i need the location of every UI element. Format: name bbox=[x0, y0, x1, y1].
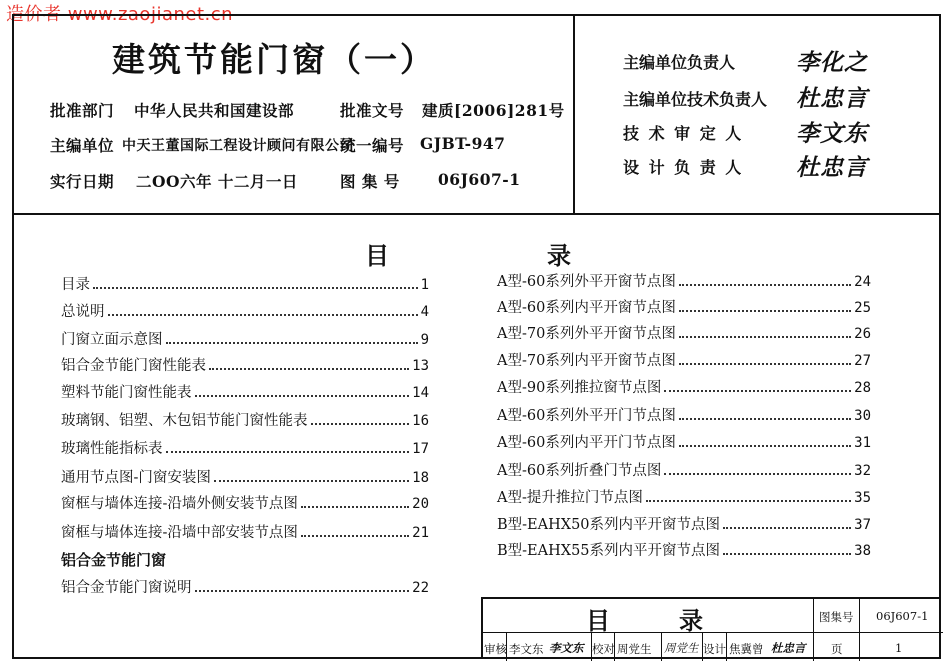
title-block-rule bbox=[661, 633, 662, 661]
check-label: 校对 bbox=[592, 642, 615, 656]
toc-entry[interactable] bbox=[61, 521, 429, 542]
leader-dots bbox=[195, 395, 410, 397]
toc-entry[interactable] bbox=[497, 296, 871, 317]
atlas-number: 06J607-1 bbox=[876, 609, 929, 623]
leader-dots bbox=[108, 314, 418, 316]
toc-entry-page: 1 bbox=[420, 277, 429, 293]
toc-entry-title: A型-60系列内平开窗节点图 bbox=[497, 300, 676, 316]
leader-dots bbox=[679, 418, 851, 420]
title-block-title-left: 目 bbox=[586, 606, 610, 635]
toc-entry-page: 16 bbox=[412, 413, 429, 429]
reviewer-signature: 李文东 bbox=[549, 641, 584, 655]
leader-dots bbox=[311, 423, 410, 425]
signature: 杜忠言 bbox=[796, 85, 868, 112]
design-label: 设计 bbox=[703, 642, 726, 656]
approval-no-value: 建质[2006]281号 bbox=[422, 101, 565, 120]
toc-entry-title: 铝合金节能门窗说明 bbox=[61, 580, 192, 596]
checker-name: 周党生 bbox=[617, 642, 652, 656]
toc-entry-title: 玻璃性能指标表 bbox=[61, 441, 163, 457]
section-title: 铝合金节能门窗 bbox=[61, 551, 167, 569]
leader-dots bbox=[679, 310, 851, 312]
leader-dots bbox=[723, 553, 851, 555]
review-label: 审核 bbox=[484, 642, 507, 656]
leader-dots bbox=[301, 506, 409, 508]
toc-entry[interactable] bbox=[61, 466, 429, 487]
title-block-title-right: 录 bbox=[679, 606, 703, 635]
toc-entry-title: A型-90系列推拉窗节点图 bbox=[497, 380, 662, 396]
toc-entry-title: 铝合金节能门窗性能表 bbox=[61, 358, 206, 374]
leader-dots bbox=[679, 363, 851, 365]
toc-entry[interactable] bbox=[61, 273, 429, 294]
signature: 杜忠言 bbox=[796, 154, 868, 181]
toc-entry-title: 目录 bbox=[61, 277, 90, 293]
toc-entry[interactable] bbox=[497, 431, 871, 452]
toc-entry-title: 通用节点图-门窗安装图 bbox=[61, 470, 211, 486]
toc-entry-title: A型-60系列内平开门节点图 bbox=[497, 435, 676, 451]
designer-name: 焦冀曾 bbox=[729, 642, 764, 656]
atlas-no-label: 图 集 号 bbox=[340, 172, 400, 191]
unified-no-label: 统一编号 bbox=[340, 136, 405, 155]
toc-entry-page: 28 bbox=[854, 380, 871, 396]
toc-heading-right: 录 bbox=[547, 241, 571, 270]
toc-entry[interactable] bbox=[497, 404, 871, 425]
toc-entry-page: 27 bbox=[854, 353, 871, 369]
toc-entry[interactable] bbox=[61, 354, 429, 375]
effective-date-label: 实行日期 bbox=[50, 172, 115, 191]
leader-dots bbox=[679, 284, 851, 286]
toc-entry-page: 26 bbox=[854, 326, 871, 342]
toc-entry[interactable] bbox=[497, 349, 871, 370]
signature: 李化之 bbox=[796, 49, 868, 76]
toc-entry-title: B型-EAHX55系列内平开窗节点图 bbox=[497, 543, 721, 559]
page-label: 页 bbox=[831, 642, 843, 656]
toc-entry-title: 门窗立面示意图 bbox=[61, 332, 163, 348]
toc-entry-title: 塑料节能门窗性能表 bbox=[61, 385, 192, 401]
responsible-role: 主编单位负责人 bbox=[623, 53, 736, 72]
toc-entry-title: A型-提升推拉门节点图 bbox=[497, 490, 643, 506]
checker-signature: 周党生 bbox=[664, 641, 699, 655]
toc-entry[interactable] bbox=[61, 576, 429, 597]
toc-entry-page: 38 bbox=[854, 543, 871, 559]
toc-entry-page: 30 bbox=[854, 408, 871, 424]
leader-dots bbox=[679, 336, 851, 338]
responsible-role: 技 术 审 定 人 bbox=[623, 124, 744, 143]
toc-entry-title: A型-70系列内平开窗节点图 bbox=[497, 353, 676, 369]
unified-no-value: GJBT-947 bbox=[420, 134, 506, 153]
leader-dots bbox=[301, 535, 409, 537]
toc-entry-page: 4 bbox=[420, 304, 429, 320]
toc-entry[interactable] bbox=[61, 300, 429, 321]
toc-entry-page: 32 bbox=[854, 463, 871, 479]
title-block-rule bbox=[813, 599, 814, 661]
leader-dots bbox=[679, 445, 851, 447]
leader-dots bbox=[214, 480, 409, 482]
leader-dots bbox=[664, 390, 851, 392]
toc-entry[interactable] bbox=[61, 437, 429, 458]
leader-dots bbox=[723, 527, 851, 529]
toc-entry-page: 20 bbox=[412, 496, 429, 512]
toc-entry-page: 17 bbox=[412, 441, 429, 457]
leader-dots bbox=[166, 451, 410, 453]
toc-entry-title: A型-60系列折叠门节点图 bbox=[497, 463, 662, 479]
toc-entry-title: A型-60系列外平开门节点图 bbox=[497, 408, 676, 424]
page-number: 1 bbox=[895, 641, 903, 655]
atlas-label: 图集号 bbox=[819, 610, 854, 624]
responsible-role: 设 计 负 责 人 bbox=[623, 158, 744, 177]
toc-entry-page: 25 bbox=[854, 300, 871, 316]
atlas-no-value: 06J607-1 bbox=[438, 170, 521, 189]
toc-entry[interactable] bbox=[61, 328, 429, 349]
leader-dots bbox=[209, 368, 409, 370]
header-divider bbox=[12, 213, 941, 215]
responsible-role: 主编单位技术负责人 bbox=[623, 90, 768, 109]
toc-entry-page: 14 bbox=[412, 385, 429, 401]
toc-entry-page: 31 bbox=[854, 435, 871, 451]
toc-entry[interactable] bbox=[497, 459, 871, 480]
toc-entry[interactable] bbox=[497, 322, 871, 343]
header-vertical-divider bbox=[573, 14, 575, 214]
toc-entry-page: 21 bbox=[412, 525, 429, 541]
toc-entry-title: B型-EAHX50系列内平开窗节点图 bbox=[497, 517, 721, 533]
toc-entry-title: 窗框与墙体连接-沿墙中部安装节点图 bbox=[61, 525, 298, 541]
toc-entry-title: A型-70系列外平开窗节点图 bbox=[497, 326, 676, 342]
toc-entry-page: 37 bbox=[854, 517, 871, 533]
leader-dots bbox=[166, 342, 418, 344]
title-block-rule bbox=[859, 599, 860, 661]
atlas-title: 建筑节能门窗（一） bbox=[112, 40, 436, 79]
approval-dept-value: 中华人民共和国建设部 bbox=[134, 101, 295, 120]
designer-signature: 杜忠言 bbox=[771, 641, 806, 655]
leader-dots bbox=[664, 473, 851, 475]
approval-no-label: 批准文号 bbox=[340, 101, 405, 120]
toc-entry-title: 窗框与墙体连接-沿墙外侧安装节点图 bbox=[61, 496, 298, 512]
toc-entry-title: 玻璃钢、铝塑、木包铝节能门窗性能表 bbox=[61, 413, 308, 429]
toc-entry-page: 13 bbox=[412, 358, 429, 374]
leader-dots bbox=[646, 500, 851, 502]
watermark: 造价者 www.zaojianet.cn bbox=[6, 4, 234, 25]
toc-entry-title: 总说明 bbox=[61, 304, 105, 320]
toc-entry-page: 18 bbox=[412, 470, 429, 486]
toc-entry[interactable] bbox=[497, 486, 871, 507]
toc-entry[interactable] bbox=[61, 409, 429, 430]
toc-entry[interactable] bbox=[497, 270, 871, 291]
reviewer-name: 李文东 bbox=[509, 642, 544, 656]
toc-entry-page: 9 bbox=[420, 332, 429, 348]
toc-entry[interactable] bbox=[61, 492, 429, 513]
toc-entry[interactable] bbox=[61, 381, 429, 402]
toc-entry[interactable] bbox=[497, 376, 871, 397]
toc-entry-page: 24 bbox=[854, 274, 871, 290]
leader-dots bbox=[93, 287, 418, 289]
editor-unit-label: 主编单位 bbox=[50, 136, 115, 155]
toc-entry-page: 22 bbox=[412, 580, 429, 596]
signature: 李文东 bbox=[796, 120, 868, 147]
editor-unit-value: 中天王董国际工程设计顾问有限公司 bbox=[122, 138, 354, 154]
approval-dept-label: 批准部门 bbox=[50, 101, 115, 120]
toc-entry-page: 35 bbox=[854, 490, 871, 506]
title-block-rule bbox=[726, 633, 727, 661]
toc-heading-left: 目 bbox=[365, 241, 389, 270]
title-block bbox=[481, 597, 941, 659]
effective-date-value: 二OO六年 十二月一日 bbox=[136, 172, 298, 191]
toc-entry-title: A型-60系列外平开窗节点图 bbox=[497, 274, 676, 290]
title-block-rule bbox=[483, 632, 943, 633]
toc-entry[interactable] bbox=[497, 513, 871, 534]
toc-entry[interactable] bbox=[497, 539, 871, 560]
leader-dots bbox=[195, 590, 410, 592]
